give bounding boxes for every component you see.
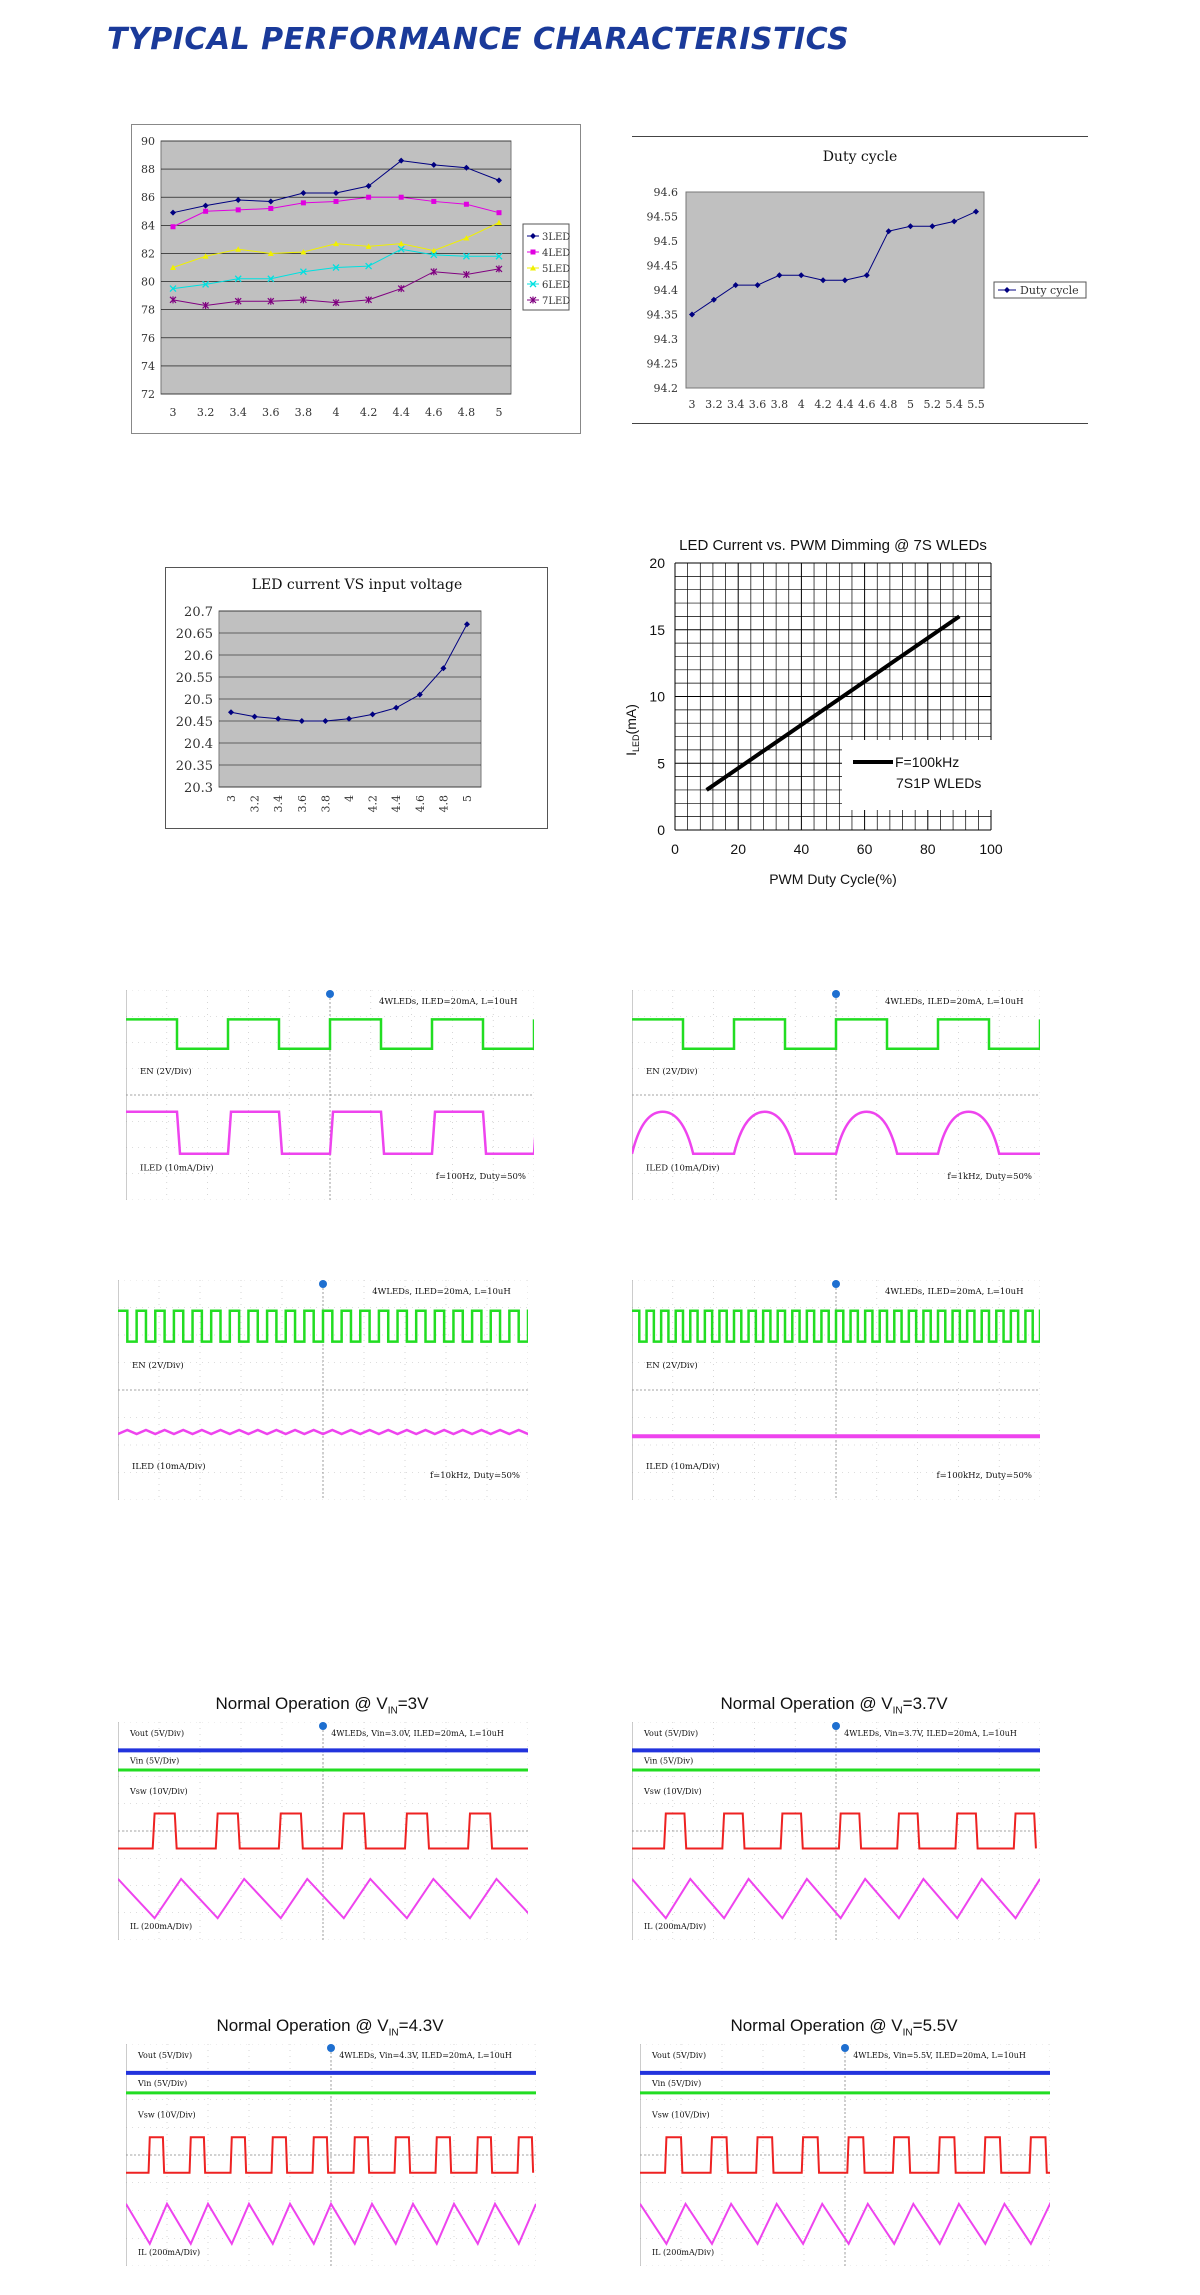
x-tick-label: 5 — [495, 406, 503, 419]
vsw-label: Vsw (10V/Div) — [138, 2110, 196, 2120]
y-tick-label: 10 — [649, 688, 665, 705]
vout-label: Vout (5V/Div) — [652, 2051, 707, 2060]
x-tick-label: 4.8 — [437, 795, 451, 813]
en-label: EN (2V/Div) — [132, 1361, 184, 1371]
data-point — [301, 200, 306, 205]
legend-entry: 5LED — [542, 264, 571, 275]
chart-title: LED current VS input voltage — [251, 577, 463, 593]
y-tick-label: 20.7 — [184, 605, 213, 620]
x-tick-label: 3.8 — [319, 795, 333, 813]
x-tick-label: 3.2 — [248, 795, 262, 813]
scope-normal-2 — [126, 2044, 536, 2266]
vsw-label: Vsw (10V/Div) — [644, 1786, 702, 1796]
x-tick-label: 60 — [856, 841, 873, 857]
chart-title: LED Current vs. PWM Dimming @ 7S WLEDs — [679, 537, 987, 554]
x-tick-label: 4.4 — [390, 795, 404, 813]
led-current-chart — [165, 567, 548, 829]
x-tick-label: 100 — [979, 841, 1003, 857]
legend-line-1: F=100kHz — [895, 754, 960, 770]
y-tick-label: 94.4 — [653, 284, 678, 297]
data-point — [268, 206, 273, 211]
x-tick-label: 3 — [688, 398, 696, 411]
x-tick-label: 3.8 — [770, 398, 789, 411]
y-tick-label: 20.45 — [175, 715, 213, 730]
trigger-icon — [832, 1722, 840, 1730]
x-tick-label: 5.2 — [923, 398, 942, 411]
en-label: EN (2V/Div) — [140, 1067, 192, 1077]
x-tick-label: 3.2 — [196, 406, 215, 419]
legend-line-2: 7S1P WLEDs — [896, 775, 982, 791]
vout-label: Vout (5V/Div) — [130, 1729, 185, 1738]
x-tick-label: 4 — [797, 398, 805, 411]
iled-label: ILED (10mA/Div) — [140, 1163, 214, 1174]
x-tick-label: 5 — [906, 398, 914, 411]
data-point — [497, 210, 502, 215]
x-tick-label: 0 — [671, 841, 679, 857]
x-tick-label: 3.4 — [272, 795, 286, 813]
en-label: EN (2V/Div) — [646, 1361, 698, 1371]
x-tick-label: 3.2 — [705, 398, 723, 411]
x-tick-label: 40 — [793, 841, 810, 857]
chart-title: Duty cycle — [822, 149, 898, 165]
y-tick-label: 72 — [141, 388, 155, 401]
scope-header: 4WLEDs, ILED=20mA, L=10uH — [884, 997, 1024, 1007]
y-tick-label: 94.6 — [653, 186, 678, 199]
x-tick-label: 80 — [920, 841, 936, 857]
data-point — [366, 195, 371, 200]
x-axis-label: PWM Duty Cycle(%) — [769, 871, 897, 887]
scope-pwm-0 — [126, 990, 534, 1200]
x-tick-label: 4.6 — [413, 795, 427, 813]
legend-entry: 3LED — [542, 232, 571, 243]
trigger-icon — [326, 990, 334, 998]
x-tick-label: 4 — [332, 406, 340, 419]
scope-note: f=100Hz, Duty=50% — [435, 1172, 526, 1182]
scope-header: 4WLEDs, Vin=3.0V, ILED=20mA, L=10uH — [331, 1729, 504, 1738]
y-tick-label: 94.55 — [646, 210, 678, 224]
scope-note: f=10kHz, Duty=50% — [429, 1471, 520, 1481]
y-tick-label: 20.4 — [184, 737, 213, 752]
trigger-icon — [832, 990, 840, 998]
trigger-icon — [841, 2044, 849, 2052]
trigger-icon — [319, 1280, 327, 1288]
trigger-icon — [319, 1722, 327, 1730]
y-tick-label: 20.3 — [184, 781, 213, 796]
scope-title: Normal Operation @ $V_{IN}=3V$ — [215, 1694, 429, 1717]
pwm-dimming-chart — [606, 530, 1026, 900]
scope-header: 4WLEDs, Vin=4.3V, ILED=20mA, L=10uH — [339, 2051, 512, 2060]
data-point — [464, 202, 469, 207]
x-tick-label: 3.6 — [748, 398, 767, 411]
vout-label: Vout (5V/Div) — [138, 2051, 193, 2060]
x-tick-label: 4.2 — [359, 406, 378, 419]
y-tick-label: 94.3 — [653, 333, 678, 346]
scope-header: 4WLEDs, Vin=3.7V, ILED=20mA, L=10uH — [844, 1729, 1017, 1738]
y-tick-label: 20.55 — [175, 671, 213, 686]
scope-note: f=100kHz, Duty=50% — [936, 1471, 1032, 1481]
y-tick-label: 94.5 — [653, 235, 678, 248]
data-point — [334, 199, 339, 204]
legend-entry: 7LED — [542, 296, 571, 307]
data-point — [171, 224, 176, 229]
vin-label: Vin (5V/Div) — [130, 1756, 180, 1766]
legend-marker — [531, 250, 536, 255]
vin-label: Vin (5V/Div) — [652, 2079, 702, 2089]
x-tick-label: 5 — [461, 795, 474, 802]
scope-note: f=1kHz, Duty=50% — [947, 1172, 1032, 1182]
y-tick-label: 20.65 — [175, 627, 213, 642]
x-tick-label: 3 — [169, 406, 177, 419]
y-tick-label: 20.5 — [184, 693, 213, 708]
y-tick-label: 84 — [141, 219, 155, 233]
trigger-icon — [327, 2044, 335, 2052]
y-tick-label: 86 — [141, 191, 155, 205]
y-tick-label: 15 — [649, 621, 665, 638]
scope-title: Normal Operation @ $V_{IN}=3.7V$ — [720, 1694, 948, 1717]
page-title: TYPICAL PERFORMANCE CHARACTERISTICS — [107, 22, 850, 57]
legend-entry: 4LED — [542, 248, 571, 259]
data-point — [399, 195, 404, 200]
scope-header: 4WLEDs, ILED=20mA, L=10uH — [372, 1287, 511, 1297]
efficiency-chart — [131, 124, 581, 434]
vsw-label: Vsw (10V/Div) — [652, 2110, 710, 2120]
x-tick-label: 4 — [343, 795, 356, 802]
y-tick-label: 88 — [141, 163, 155, 177]
x-tick-label: 4.2 — [366, 795, 380, 813]
y-tick-label: 80 — [141, 275, 155, 289]
vin-label: Vin (5V/Div) — [644, 1756, 694, 1766]
vout-label: Vout (5V/Div) — [644, 1729, 699, 1738]
x-tick-label: 5.5 — [967, 398, 985, 411]
y-tick-label: 20 — [649, 555, 665, 571]
iled-label: ILED (10mA/Div) — [646, 1462, 720, 1473]
y-tick-label: 90 — [141, 135, 155, 148]
legend-entry: 6LED — [542, 280, 571, 291]
x-tick-label: 20 — [730, 841, 746, 857]
data-point — [203, 209, 208, 214]
scope-pwm-3 — [632, 1280, 1040, 1500]
scope-pwm-2 — [118, 1280, 528, 1500]
scope-header: 4WLEDs, ILED=20mA, L=10uH — [378, 997, 518, 1007]
y-tick-label: 76 — [141, 331, 155, 345]
scope-title: Normal Operation @ $V_{IN}=5.5V$ — [730, 2016, 958, 2039]
iled-label: ILED (10mA/Div) — [646, 1163, 720, 1174]
x-tick-label: 3.4 — [726, 398, 745, 411]
y-tick-label: 82 — [141, 247, 155, 261]
trigger-icon — [832, 1280, 840, 1288]
il-label: IL (200mA/Div) — [130, 1922, 193, 1932]
y-tick-label: 94.25 — [646, 357, 678, 371]
y-tick-label: 94.45 — [646, 259, 678, 273]
scope-normal-1 — [632, 1722, 1040, 1940]
scope-header: 4WLEDs, Vin=5.5V, ILED=20mA, L=10uH — [853, 2051, 1026, 2060]
y-tick-label: 78 — [141, 303, 155, 317]
x-tick-label: 4.6 — [858, 398, 876, 411]
scope-pwm-1 — [632, 990, 1040, 1200]
en-label: EN (2V/Div) — [646, 1067, 698, 1077]
y-tick-label: 5 — [657, 755, 665, 772]
data-point — [236, 207, 241, 212]
x-tick-label: 4.8 — [879, 398, 898, 411]
il-label: IL (200mA/Div) — [644, 1922, 707, 1932]
x-tick-label: 3.6 — [262, 406, 280, 419]
x-tick-label: 3.6 — [295, 795, 309, 813]
x-tick-label: 4.4 — [836, 398, 854, 411]
y-tick-label: 20.35 — [175, 759, 213, 774]
y-axis-label: $I_{LED}(mA)$ — [623, 704, 641, 756]
y-tick-label: 94.35 — [646, 308, 678, 322]
scope-title: Normal Operation @ $V_{IN}=4.3V$ — [216, 2016, 444, 2039]
y-tick-label: 94.2 — [653, 382, 678, 395]
x-tick-label: 3.4 — [229, 406, 247, 419]
y-tick-label: 0 — [657, 822, 665, 838]
x-tick-label: 3 — [225, 795, 238, 802]
data-point — [431, 199, 436, 204]
il-label: IL (200mA/Div) — [652, 2247, 715, 2257]
x-tick-label: 5.4 — [945, 398, 963, 411]
vsw-label: Vsw (10V/Div) — [130, 1786, 188, 1796]
scope-normal-0 — [118, 1722, 528, 1940]
x-tick-label: 4.6 — [425, 406, 443, 419]
x-tick-label: 4.4 — [392, 406, 410, 419]
plot-area — [686, 192, 984, 388]
vin-label: Vin (5V/Div) — [138, 2079, 188, 2089]
scope-normal-3 — [640, 2044, 1050, 2266]
x-tick-label: 4.2 — [814, 398, 832, 411]
x-tick-label: 4.8 — [457, 406, 476, 419]
y-tick-label: 20.6 — [184, 649, 213, 664]
duty-cycle-chart — [632, 136, 1088, 424]
iled-label: ILED (10mA/Div) — [132, 1462, 206, 1473]
scope-header: 4WLEDs, ILED=20mA, L=10uH — [884, 1287, 1024, 1297]
il-label: IL (200mA/Div) — [138, 2247, 201, 2257]
x-tick-label: 3.8 — [294, 406, 313, 419]
legend-entry: Duty cycle — [1020, 284, 1079, 297]
y-tick-label: 74 — [141, 359, 155, 373]
